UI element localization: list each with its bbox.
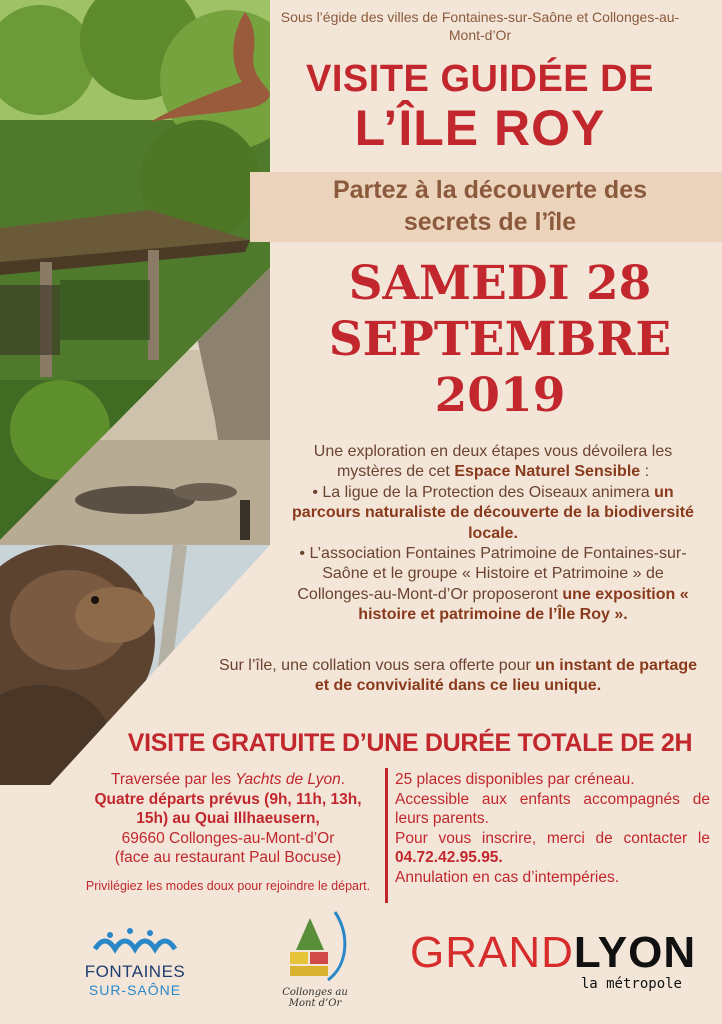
- crossing-end: .: [340, 771, 346, 788]
- bullet-1-highlight: un parcours naturaliste de découverte de la biodiversité locale.: [292, 483, 694, 542]
- collation-start: Sur l’île, une collation vous sera offerte pour: [218, 657, 536, 674]
- lyon-word: LYON: [573, 928, 697, 977]
- collation-highlight: un instant de partage et de convivialité dans ce lieu unique.: [314, 657, 698, 695]
- address-text: 69660 Collonges-au-Mont-d’Or: [121, 829, 335, 847]
- bullet-2-highlight: une exposition « histoire et patrimoine de l’Île Roy ».: [358, 585, 689, 624]
- metropole-text: la métropole: [580, 976, 682, 992]
- departures-text: Quatre départs prévus (9h, 11h, 13h, 15h) au Quai Illhaeusern,: [94, 790, 362, 827]
- fontaines-name: FONTAINES: [84, 962, 186, 981]
- title-line-1: VISITE GUIDÉE DE: [306, 58, 654, 100]
- places-text: 25 places disponibles par créneau.: [395, 771, 635, 788]
- free-visit-headline: VISITE GRATUITE D’UNE DURÉE TOTALE DE 2H: [127, 729, 693, 757]
- description-intro: Une exploration en deux étapes vous dévoilera les mystères de cet: [313, 443, 673, 481]
- collonges-name: Collonges au Mont d’Or: [282, 987, 348, 1009]
- swallow-icon: [150, 10, 275, 125]
- description: [282, 442, 704, 626]
- espace-naturel: Espace Naturel Sensible: [454, 463, 641, 481]
- signup-text: Pour vous inscrire, merci de contacter le: [395, 829, 710, 847]
- landmark-text: (face au restaurant Paul Bocuse): [114, 849, 342, 866]
- yachts-name: Yachts de Lyon: [235, 771, 341, 788]
- date-line-3: 2019: [434, 368, 566, 423]
- phone-number: 04.72.42.95.95.: [395, 849, 503, 866]
- collonges-logo: [275, 910, 355, 1020]
- collonges-emblem-icon: [280, 910, 350, 982]
- date-line-1: SAMEDI 28: [348, 256, 652, 311]
- date-line-2: SEPTEMBRE: [328, 312, 672, 367]
- fontaines-sub: SUR-SAÔNE: [88, 982, 182, 998]
- grandlyon-logo: [410, 928, 697, 1000]
- subtitle: [270, 174, 710, 238]
- title-line-2: L’ÎLE ROY: [354, 100, 606, 156]
- crossing-text: Traversée par les: [110, 771, 236, 788]
- booking-info: [395, 770, 710, 887]
- bullet-2-text: • L’association Fontaines Patrimoine de Fontaines-sur-Saône et le groupe « Histoire et Patrimoine » de Collonges-au-Mont-d’Or proposeront: [297, 545, 687, 603]
- collation-text: [212, 656, 704, 697]
- signup-line: [395, 829, 710, 868]
- children-text: Accessible aux enfants accompagnés de leurs parents.: [395, 790, 710, 827]
- cancel-text: Annulation en cas d’intempéries.: [395, 868, 620, 886]
- soft-mobility-note: Privilégiez les modes doux pour rejoindre le départ.: [85, 878, 371, 893]
- waves-icon: [90, 925, 180, 957]
- subtitle-line-1: Partez à la découverte des: [332, 176, 648, 204]
- bullet-1-text: • La ligue de la Protection des Oiseaux animera: [312, 483, 655, 501]
- subtitle-line-2: secrets de l’île: [403, 208, 577, 236]
- description-colon: :: [640, 463, 650, 481]
- transport-info: [78, 770, 378, 894]
- patronage-note: Sous l’égide des villes de Fontaines-sur-Saône et Collonges-au-Mont-d’Or: [280, 9, 680, 43]
- fontaines-logo: [70, 925, 200, 1005]
- event-date: [295, 256, 705, 424]
- grand-word: GRAND: [410, 928, 574, 977]
- column-divider: [385, 768, 388, 903]
